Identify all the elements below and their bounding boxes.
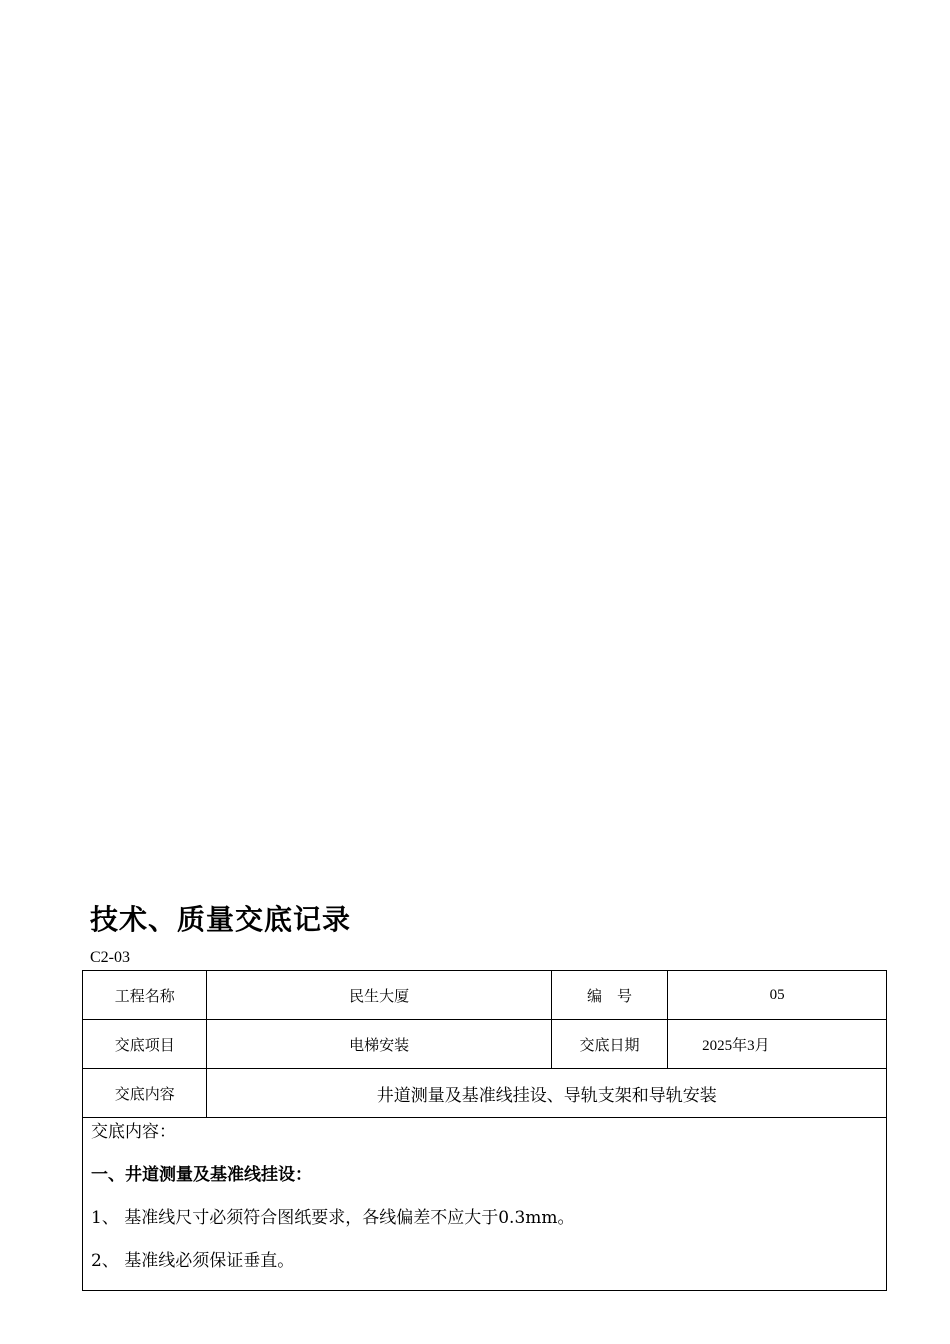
disclosure-item-value: 电梯安装 <box>207 1020 551 1069</box>
document-title: 技术、质量交底记录 <box>90 903 352 936</box>
disclosure-item-label: 交底项目 <box>83 1020 207 1069</box>
table-row <box>83 971 887 1020</box>
form-code: C2-03 <box>90 949 130 966</box>
table-row <box>83 1118 887 1291</box>
section-heading: 一、井道测量及基准线挂设： <box>91 1165 312 1185</box>
content-body <box>83 1118 887 1291</box>
number-value: 05 <box>668 971 887 1020</box>
disclosure-content-value: 井道测量及基准线挂设、导轨支架和导轨安装 <box>207 1069 887 1118</box>
disclosure-content-label: 交底内容 <box>83 1069 207 1118</box>
list-item: 2、 基准线必须保证垂直。 <box>91 1251 295 1271</box>
disclosure-date-value: 2025年3月 <box>668 1020 887 1069</box>
list-item: 1、 基准线尺寸必须符合图纸要求，各线偏差不应大于0.3mm。 <box>91 1208 575 1228</box>
disclosure-date-label: 交底日期 <box>551 1020 667 1069</box>
disclosure-table <box>82 970 887 1291</box>
number-label: 编 号 <box>551 971 667 1020</box>
project-name-label: 工程名称 <box>83 971 207 1020</box>
table-row <box>83 1069 887 1118</box>
content-intro: 交底内容： <box>91 1122 176 1142</box>
project-name-value: 民生大厦 <box>207 971 551 1020</box>
table-row <box>83 1020 887 1069</box>
